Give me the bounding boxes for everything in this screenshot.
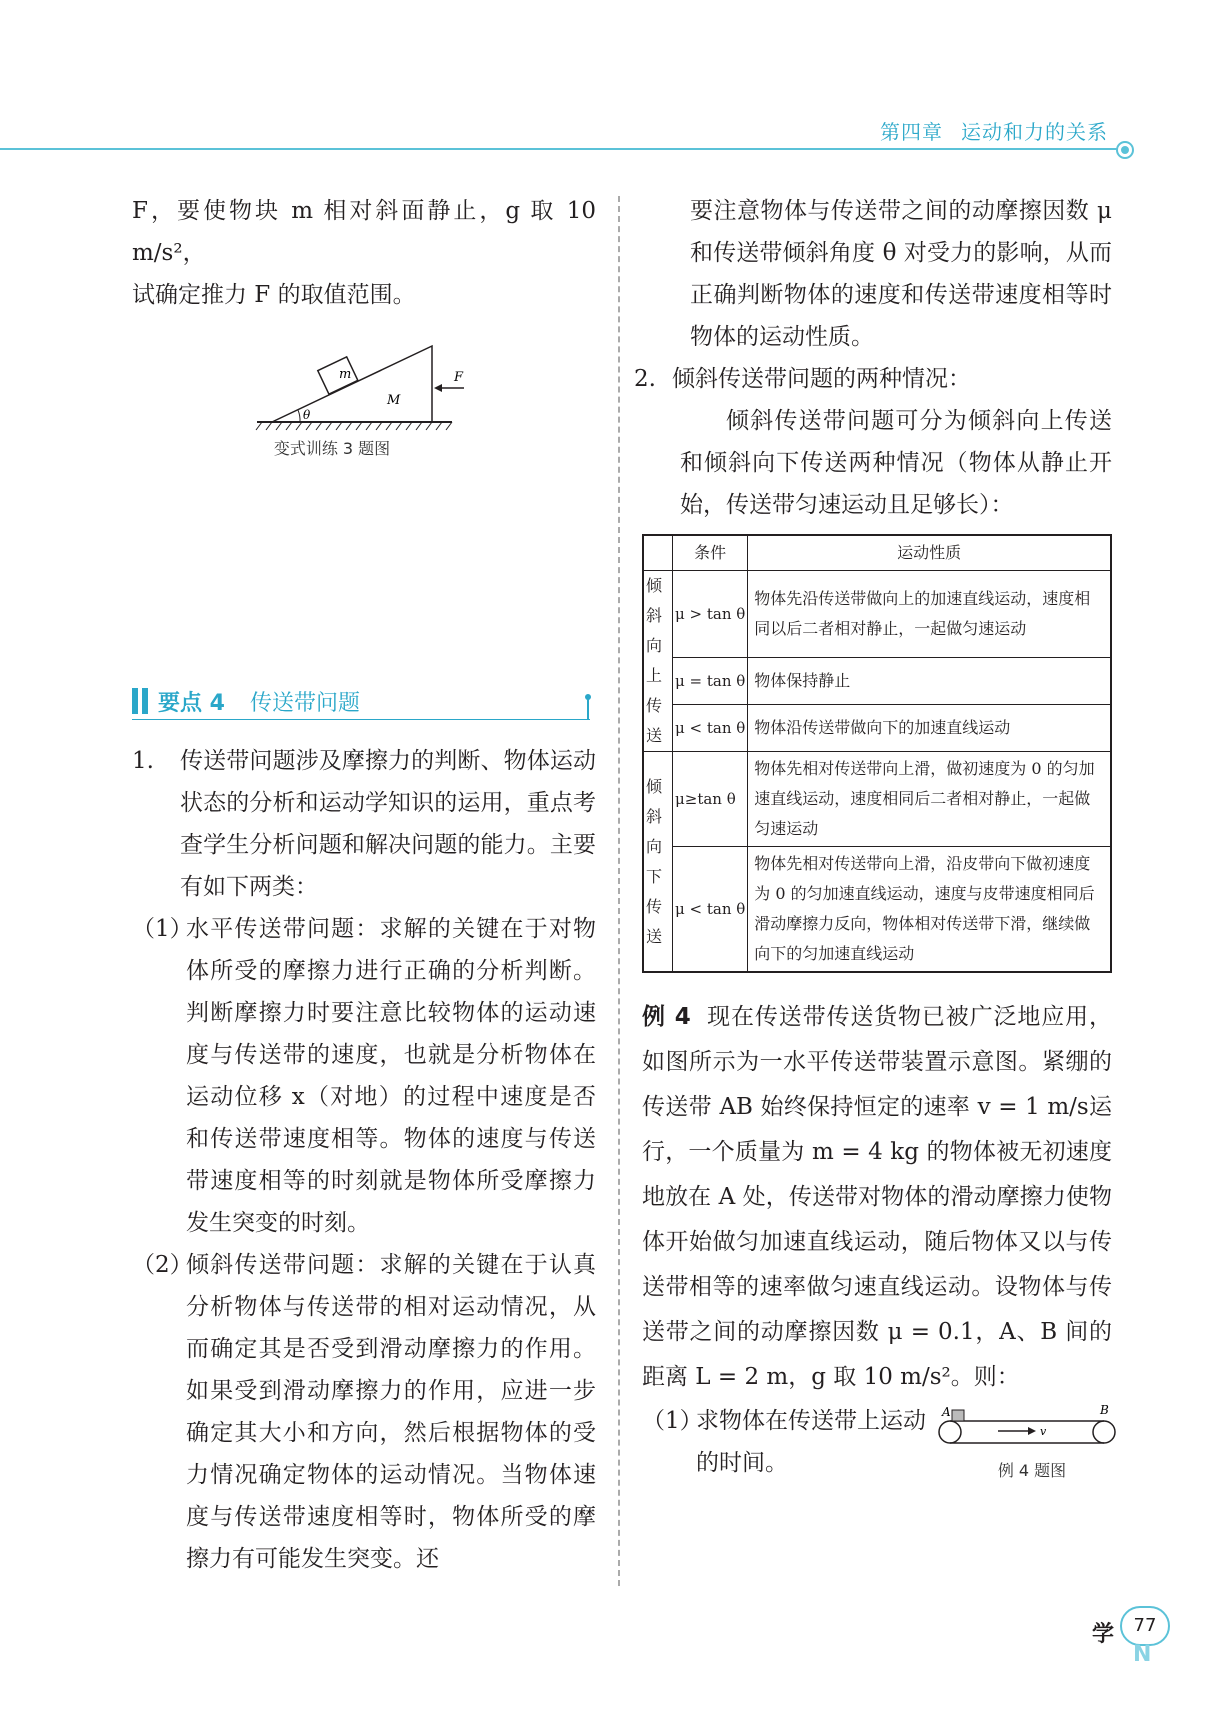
keypoint-title: 传送带问题 [250,691,361,716]
item-title: 倾斜传送带问题的两种情况： [672,366,971,392]
question-text: 求物体在传送带上运动的时间。 [696,1408,926,1476]
question-1-block [642,1400,1112,1490]
table-row [643,847,1111,973]
force-arrowhead [434,384,442,392]
property-cell: 物体先相对传送带向上滑，沿皮带向下做初速度为 0 的匀加速直线运动，速度与皮带速度相同后滑动摩擦力反向，物体相对传送带下滑，继续做向下的匀加速直线运动 [748,847,1111,973]
heading-bar [142,688,148,714]
label-B: B [1100,1403,1109,1417]
condition-cell: μ = tan θ [673,658,748,705]
property-cell: 物体先相对传送带向上滑，做初速度为 0 的匀加速直线运动，速度相同后二者相对静止，一起做匀速运动 [748,752,1111,847]
item-2-text: 倾斜传送带问题可分为倾斜向上传送和倾斜向下传送两种情况（物体从静止开始，传送带匀速运动且足够长）： [680,408,1112,518]
problem-intro-line2: 试确定推力 F 的取值范围。 [132,282,416,308]
heading-pin-dot [585,694,591,700]
ground-hatching [256,422,452,430]
chapter-header [880,116,1108,145]
right-column [634,190,1112,1490]
figure-caption: 例 4 题图 [997,1461,1067,1480]
continued-text: 要注意物体与传送带之间的动摩擦因数 μ 和传送带倾斜角度 θ 对受力的影响，从而正确判断物体的速度和传送带速度相等时物体的运动性质。 [690,198,1112,350]
page-number: 77 [1120,1606,1170,1646]
left-column [132,190,596,459]
list-item-1 [132,740,596,908]
list-item-2 [634,358,1112,400]
header-circle-ornament [1116,141,1134,159]
property-cell: 物体保持静止 [748,658,1111,705]
category-down: 倾斜向下传送 [643,752,673,973]
sub-item-2 [132,1244,596,1580]
table-row [643,571,1111,658]
left-body [132,740,596,1580]
example-label: 例 4 [642,1004,691,1030]
wedge-M [272,346,432,422]
item-number: 1. [132,748,154,774]
header-rule [0,148,1118,150]
label-M: M [387,393,401,408]
label-v: v [1040,1425,1047,1438]
item-number: 2. [634,366,656,392]
table-header-cell: 条件 [673,535,748,571]
sub-item-number: （1） [132,916,193,942]
property-cell: 物体沿传送带做向下的加速直线运动 [748,705,1111,752]
item-text: 传送带问题涉及摩擦力的判断、物体运动状态的分析和运动学知识的运用，重点考查学生分析问题和解决问题的能力。主要有如下两类： [180,748,596,900]
condition-cell: μ > tan θ [673,571,748,658]
condition-cell: μ≥tan θ [673,752,748,847]
category-up: 倾斜向上传送 [643,571,673,752]
sub-item-text: 水平传送带问题：求解的关键在于对物体所受的摩擦力进行正确的分析判断。判断摩擦力时要注意比较物体的运动速度与传送带的速度，也就是分析物体在运动位移 x（对地）的过程中速度是否和传送带速度相等。物体的速度与传送带速度相等的时刻就是物体所受摩擦力发生突变的时刻。 [186,916,596,1236]
heading-underline [132,719,590,720]
subject-mark: 学 [1092,1622,1115,1647]
column-divider [618,196,620,1586]
label-theta: θ [303,408,311,422]
velocity-arrowhead [1028,1427,1036,1435]
table-row [643,752,1111,847]
label-A: A [942,1405,951,1419]
left-pulley [939,1421,961,1443]
sub-item-1 [132,908,596,1244]
chapter-title: 运动和力的关系 [961,120,1108,144]
block-m [318,357,358,394]
figure-caption: 变式训练 3 题图 [273,439,391,458]
sub-item-number: （2） [132,1252,193,1278]
heading-bar [132,688,138,714]
condition-cell: μ < tan θ [673,847,748,973]
sub-item-text: 倾斜传送带问题：求解的关键在于认真分析物体与传送带的相对运动情况，从而确定其是否受到滑动摩擦力的作用。如果受到滑动摩擦力的作用，应进一步确定其大小和方向，然后根据物体的受力情况确定物体的运动情况。当物体速度与传送带速度相等时，物体所受的摩擦力有可能发生突变。还 [186,1252,596,1572]
question-number: （1） [642,1408,703,1434]
conditions-table [642,534,1112,973]
cargo-block [952,1410,964,1421]
right-pulley [1093,1421,1115,1443]
label-F: F [454,370,464,385]
property-cell: 物体先沿传送带做向上的加速直线运动，速度相同以后二者相对静止，一起做匀速运动 [748,571,1111,658]
keypoint-heading [132,686,592,720]
table-header-row [643,535,1111,571]
problem-intro-line1: F，要使物块 m 相对斜面静止，g 取 10 m/s²， [132,198,596,266]
table-row [643,705,1111,752]
condition-cell: μ < tan θ [673,705,748,752]
incline-figure [132,324,596,434]
table-header-cell: 运动性质 [748,535,1111,571]
chapter-number: 第四章 [880,120,943,144]
conveyor-diagram [932,1400,1132,1460]
brand-mark: N [1133,1642,1152,1667]
question-1 [642,1400,936,1484]
label-m: m [339,367,352,382]
example-4 [642,995,1112,1400]
heading-pin-stem [587,698,589,720]
table-header-cell [643,535,673,571]
incline-diagram [132,324,596,434]
angle-arc [298,410,300,422]
example-text: 现在传送带传送货物已被广泛地应用，如图所示为一水平传送带装置示意图。紧绷的传送带 AB 始终保持恒定的速率 v = 1 m/s运行，一个质量为 m = 4 kg 的物体被无初速度地放在 A 处，传送带对物体的滑动摩擦力使物体开始做匀加速直线运动，随后物体又以与传送带相等的速率做匀速直线运动。设物体与传送带之间的动摩擦因数 μ = 0.1，A、B 间的距离 L = 2 m，g 取 10 m/s²。则： [642,1004,1112,1390]
table-row [643,658,1111,705]
keypoint-label: 要点 4 [158,691,225,716]
